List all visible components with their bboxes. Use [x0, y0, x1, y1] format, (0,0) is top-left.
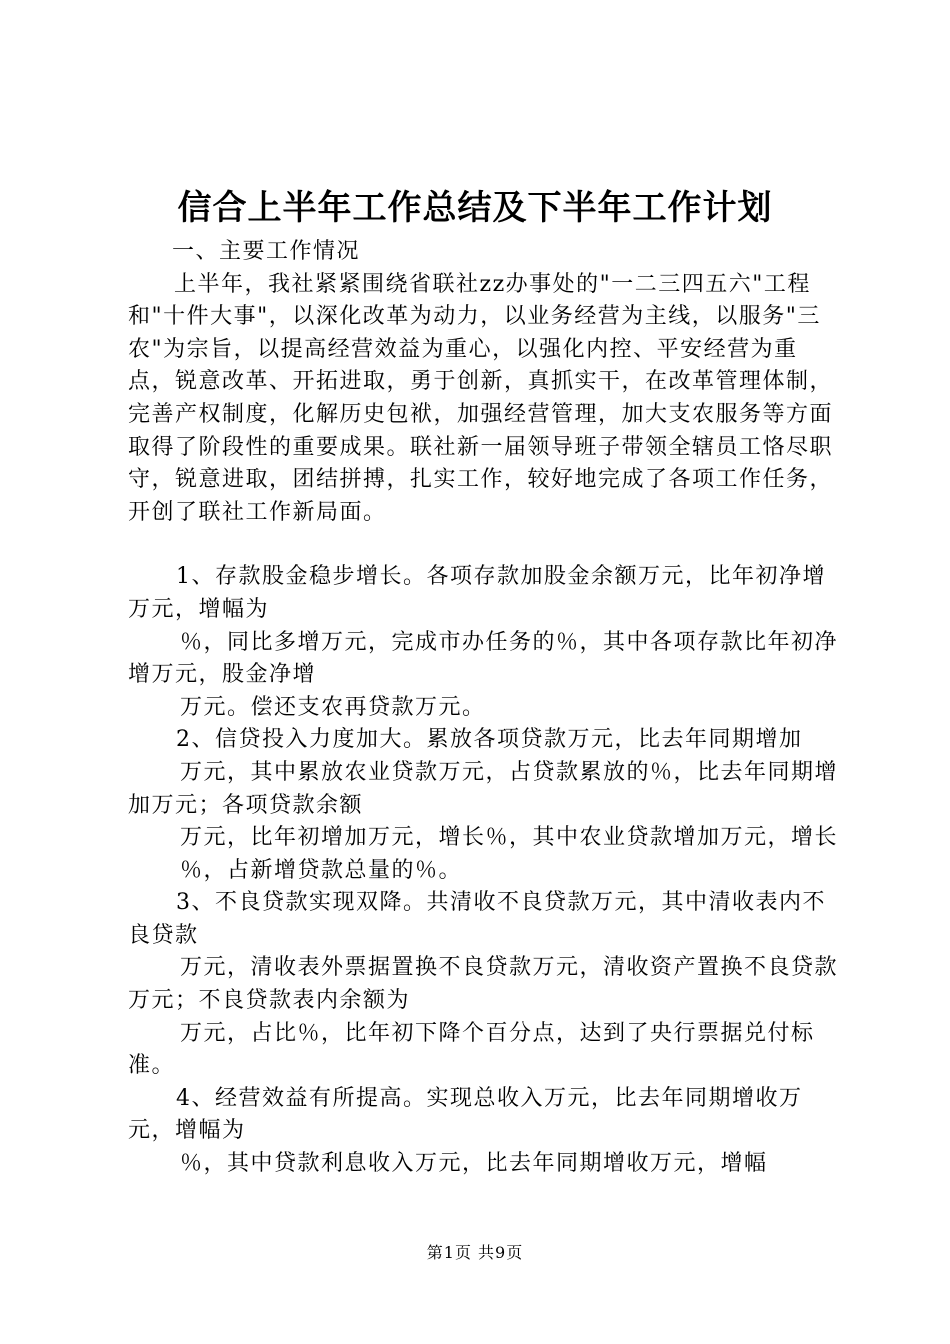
- numbered-paragraph: 4、经营效益有所提高。实现总收入万元，比去年同期增收万元，增幅为: [128, 1085, 803, 1144]
- numbered-paragraph: 1、存款股金稳步增长。各项存款加股金余额万元，比年初净增万元，增幅为: [128, 564, 826, 622]
- numbered-paragraph: 3、不良贷款实现双降。共清收不良贷款万元，其中清收表内不良贷款: [128, 890, 826, 948]
- continuation-paragraph: 万元，清收表外票据置换不良贷款万元，清收资产置换不良贷款万元；不良贷款表内余额为: [128, 955, 839, 1014]
- document-body: [128, 236, 838, 1181]
- page-footer: 第1页 共9页: [426, 1243, 524, 1262]
- paragraph-spacer: [128, 529, 838, 561]
- continuation-paragraph: ％，占新增贷款总量的％。: [180, 857, 463, 883]
- paragraph-list: [128, 561, 838, 1180]
- continuation-paragraph: 万元，占比％，比年初下降个百分点，达到了央行票据兑付标准。: [128, 1020, 815, 1079]
- document-title: 信合上半年工作总结及下半年工作计划: [177, 188, 773, 228]
- continuation-paragraph: 万元，比年初增加万元，增长％，其中农业贷款增加万元，增长: [180, 825, 839, 851]
- continuation-paragraph: ％，同比多增万元，完成市办任务的％，其中各项存款比年初净增万元，股金净增: [128, 629, 839, 688]
- section-heading: 一、主要工作情况: [172, 239, 361, 264]
- intro-paragraph: 上半年，我社紧紧围绕省联社zz办事处的"一二三四五六"工程和"十件大事"，以深化改革为动力，以业务经营为主线，以服务"三农"为宗旨，以提高经营效益为重心，以强化内控、平安经营为重点，锐意改革、开拓进取，勇于创新，真抓实干，在改革管理体制，完善产权制度，化解历史包袱，加强经营管理，加大支农服务等方面取得了阶段性的重要成果。联社新一届领导班子带领全辖员工恪尽职守，锐意进取，团结拼搏，扎实工作，较好地完成了各项工作任务，开创了联社工作新局面。: [128, 271, 834, 525]
- continuation-paragraph: 万元，其中累放农业贷款万元，占贷款累放的％，比去年同期增加万元；各项贷款余额: [128, 759, 839, 818]
- continuation-paragraph: 万元。偿还支农再贷款万元。: [180, 694, 486, 720]
- numbered-paragraph: 2、信贷投入力度加大。累放各项贷款万元，比去年同期增加: [176, 727, 803, 753]
- continuation-paragraph: ％，其中贷款利息收入万元，比去年同期增收万元，增幅: [180, 1151, 768, 1177]
